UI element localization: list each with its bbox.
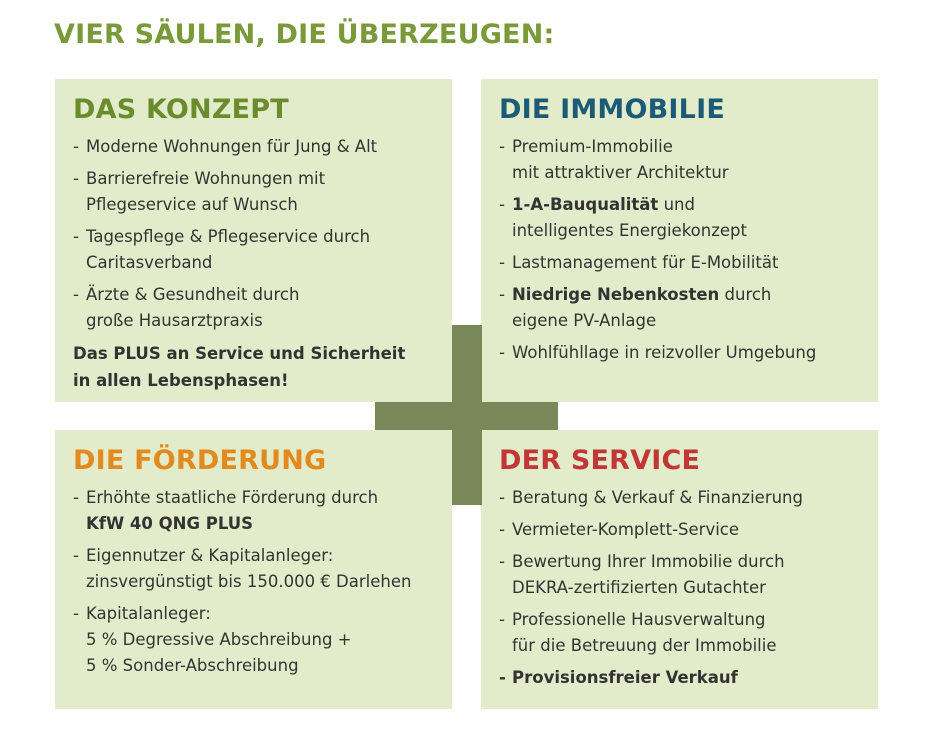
list-item-text: Eigennutzer & Kapitalanleger:	[86, 546, 334, 565]
service-closing: Provisionsfreier Verkauf	[512, 668, 738, 687]
list-item	[499, 134, 860, 186]
dash-bullet: -	[499, 520, 505, 539]
list-item-text-cont: große Hausarztpraxis	[86, 311, 263, 330]
konzept-title: DAS KONZEPT	[73, 94, 289, 125]
dash-bullet: -	[499, 253, 505, 272]
list-item-bold: 1-A-Bauqualität	[512, 195, 659, 214]
list-item-text-cont: DEKRA-zertifizierten Gutachter	[512, 578, 766, 597]
list-item	[73, 166, 434, 218]
list-item-text: Barrierefreie Wohnungen mit	[86, 169, 326, 188]
list-item	[499, 340, 860, 366]
dash-bullet: -	[499, 552, 505, 571]
list-item	[499, 485, 860, 511]
list-item-text-cont: KfW 40 QNG PLUS	[86, 514, 254, 533]
dash-bullet: -	[499, 137, 505, 156]
list-item	[499, 607, 860, 659]
list-item	[499, 282, 860, 334]
immobilie-list	[499, 134, 860, 366]
list-item-text-cont: zinsvergünstigt bis 150.000 € Darlehen	[86, 572, 412, 591]
list-item-text: Erhöhte staatliche Förderung durch	[86, 488, 379, 507]
konzept-closing	[73, 340, 434, 394]
foerderung-title: DIE FÖRDERUNG	[73, 445, 327, 476]
list-item-text	[512, 282, 860, 308]
dash-bullet: -	[73, 137, 79, 156]
dash-bullet: -	[73, 169, 79, 188]
dash-bullet: -	[499, 668, 506, 687]
list-item-text: Kapitalanleger:	[86, 604, 211, 623]
foerderung-box	[55, 430, 452, 709]
list-item-text: Vermieter-Komplett-Service	[512, 520, 740, 539]
list-item-text-cont: Pflegeservice auf Wunsch	[86, 195, 298, 214]
list-item-text	[512, 192, 860, 218]
list-item-text: Tagespflege & Pflegeservice durch	[86, 227, 371, 246]
dash-bullet: -	[73, 604, 79, 623]
list-item	[73, 134, 434, 160]
dash-bullet: -	[499, 610, 505, 629]
dash-bullet: -	[499, 343, 505, 362]
list-item-rest: durch	[719, 285, 772, 304]
list-item-text: Premium-Immobilie	[512, 137, 673, 156]
list-item-text-cont: 5 % Sonder-Abschreibung	[86, 656, 299, 675]
dash-bullet: -	[499, 488, 505, 507]
immobilie-title: DIE IMMOBILIE	[499, 94, 725, 125]
list-item-text: Lastmanagement für E-Mobilität	[512, 253, 779, 272]
dash-bullet: -	[499, 285, 505, 304]
konzept-box	[55, 79, 452, 402]
list-item-text: Wohlfühllage in reizvoller Umgebung	[512, 343, 817, 362]
list-item	[73, 543, 434, 595]
list-item-text: Bewertung Ihrer Immobilie durch	[512, 552, 785, 571]
list-item	[499, 665, 860, 691]
list-item-text: Ärzte & Gesundheit durch	[86, 285, 300, 304]
list-item	[73, 224, 434, 276]
list-item-text: Beratung & Verkauf & Finanzierung	[512, 488, 803, 507]
list-item-text-cont: eigene PV-Anlage	[512, 311, 657, 330]
dash-bullet: -	[73, 285, 79, 304]
list-item-text-cont: Caritasverband	[86, 253, 213, 272]
list-item-text: Professionelle Hausverwaltung	[512, 610, 766, 629]
list-item	[73, 282, 434, 334]
list-item	[499, 250, 860, 276]
dash-bullet: -	[73, 488, 79, 507]
list-item-text-cont: mit attraktiver Architektur	[512, 163, 729, 182]
list-item-text-cont: für die Betreuung der Immobilie	[512, 636, 777, 655]
list-item	[499, 549, 860, 601]
list-item	[73, 601, 434, 679]
list-item-text-cont: intelligentes Energiekonzept	[512, 221, 747, 240]
page-headline: VIER SÄULEN, DIE ÜBERZEUGEN:	[54, 19, 555, 50]
list-item-text-cont: 5 % Degressive Abschreibung +	[86, 630, 352, 649]
service-list	[499, 485, 860, 691]
immobilie-box	[481, 79, 878, 402]
dash-bullet: -	[73, 546, 79, 565]
service-box	[481, 430, 878, 709]
konzept-closing-line1: Das PLUS an Service und Sicherheit	[73, 344, 406, 363]
konzept-closing-line2: in allen Lebensphasen!	[73, 371, 289, 390]
dash-bullet: -	[73, 227, 79, 246]
plus-sign-horizontal-bar	[375, 402, 558, 430]
foerderung-list	[73, 485, 434, 679]
list-item-rest: und	[658, 195, 695, 214]
list-item	[499, 517, 860, 543]
list-item	[73, 485, 434, 537]
list-item-text: Moderne Wohnungen für Jung & Alt	[86, 137, 378, 156]
list-item-bold: Niedrige Nebenkosten	[512, 285, 720, 304]
service-title: DER SERVICE	[499, 445, 701, 476]
konzept-list	[73, 134, 434, 334]
dash-bullet: -	[499, 195, 505, 214]
list-item	[499, 192, 860, 244]
